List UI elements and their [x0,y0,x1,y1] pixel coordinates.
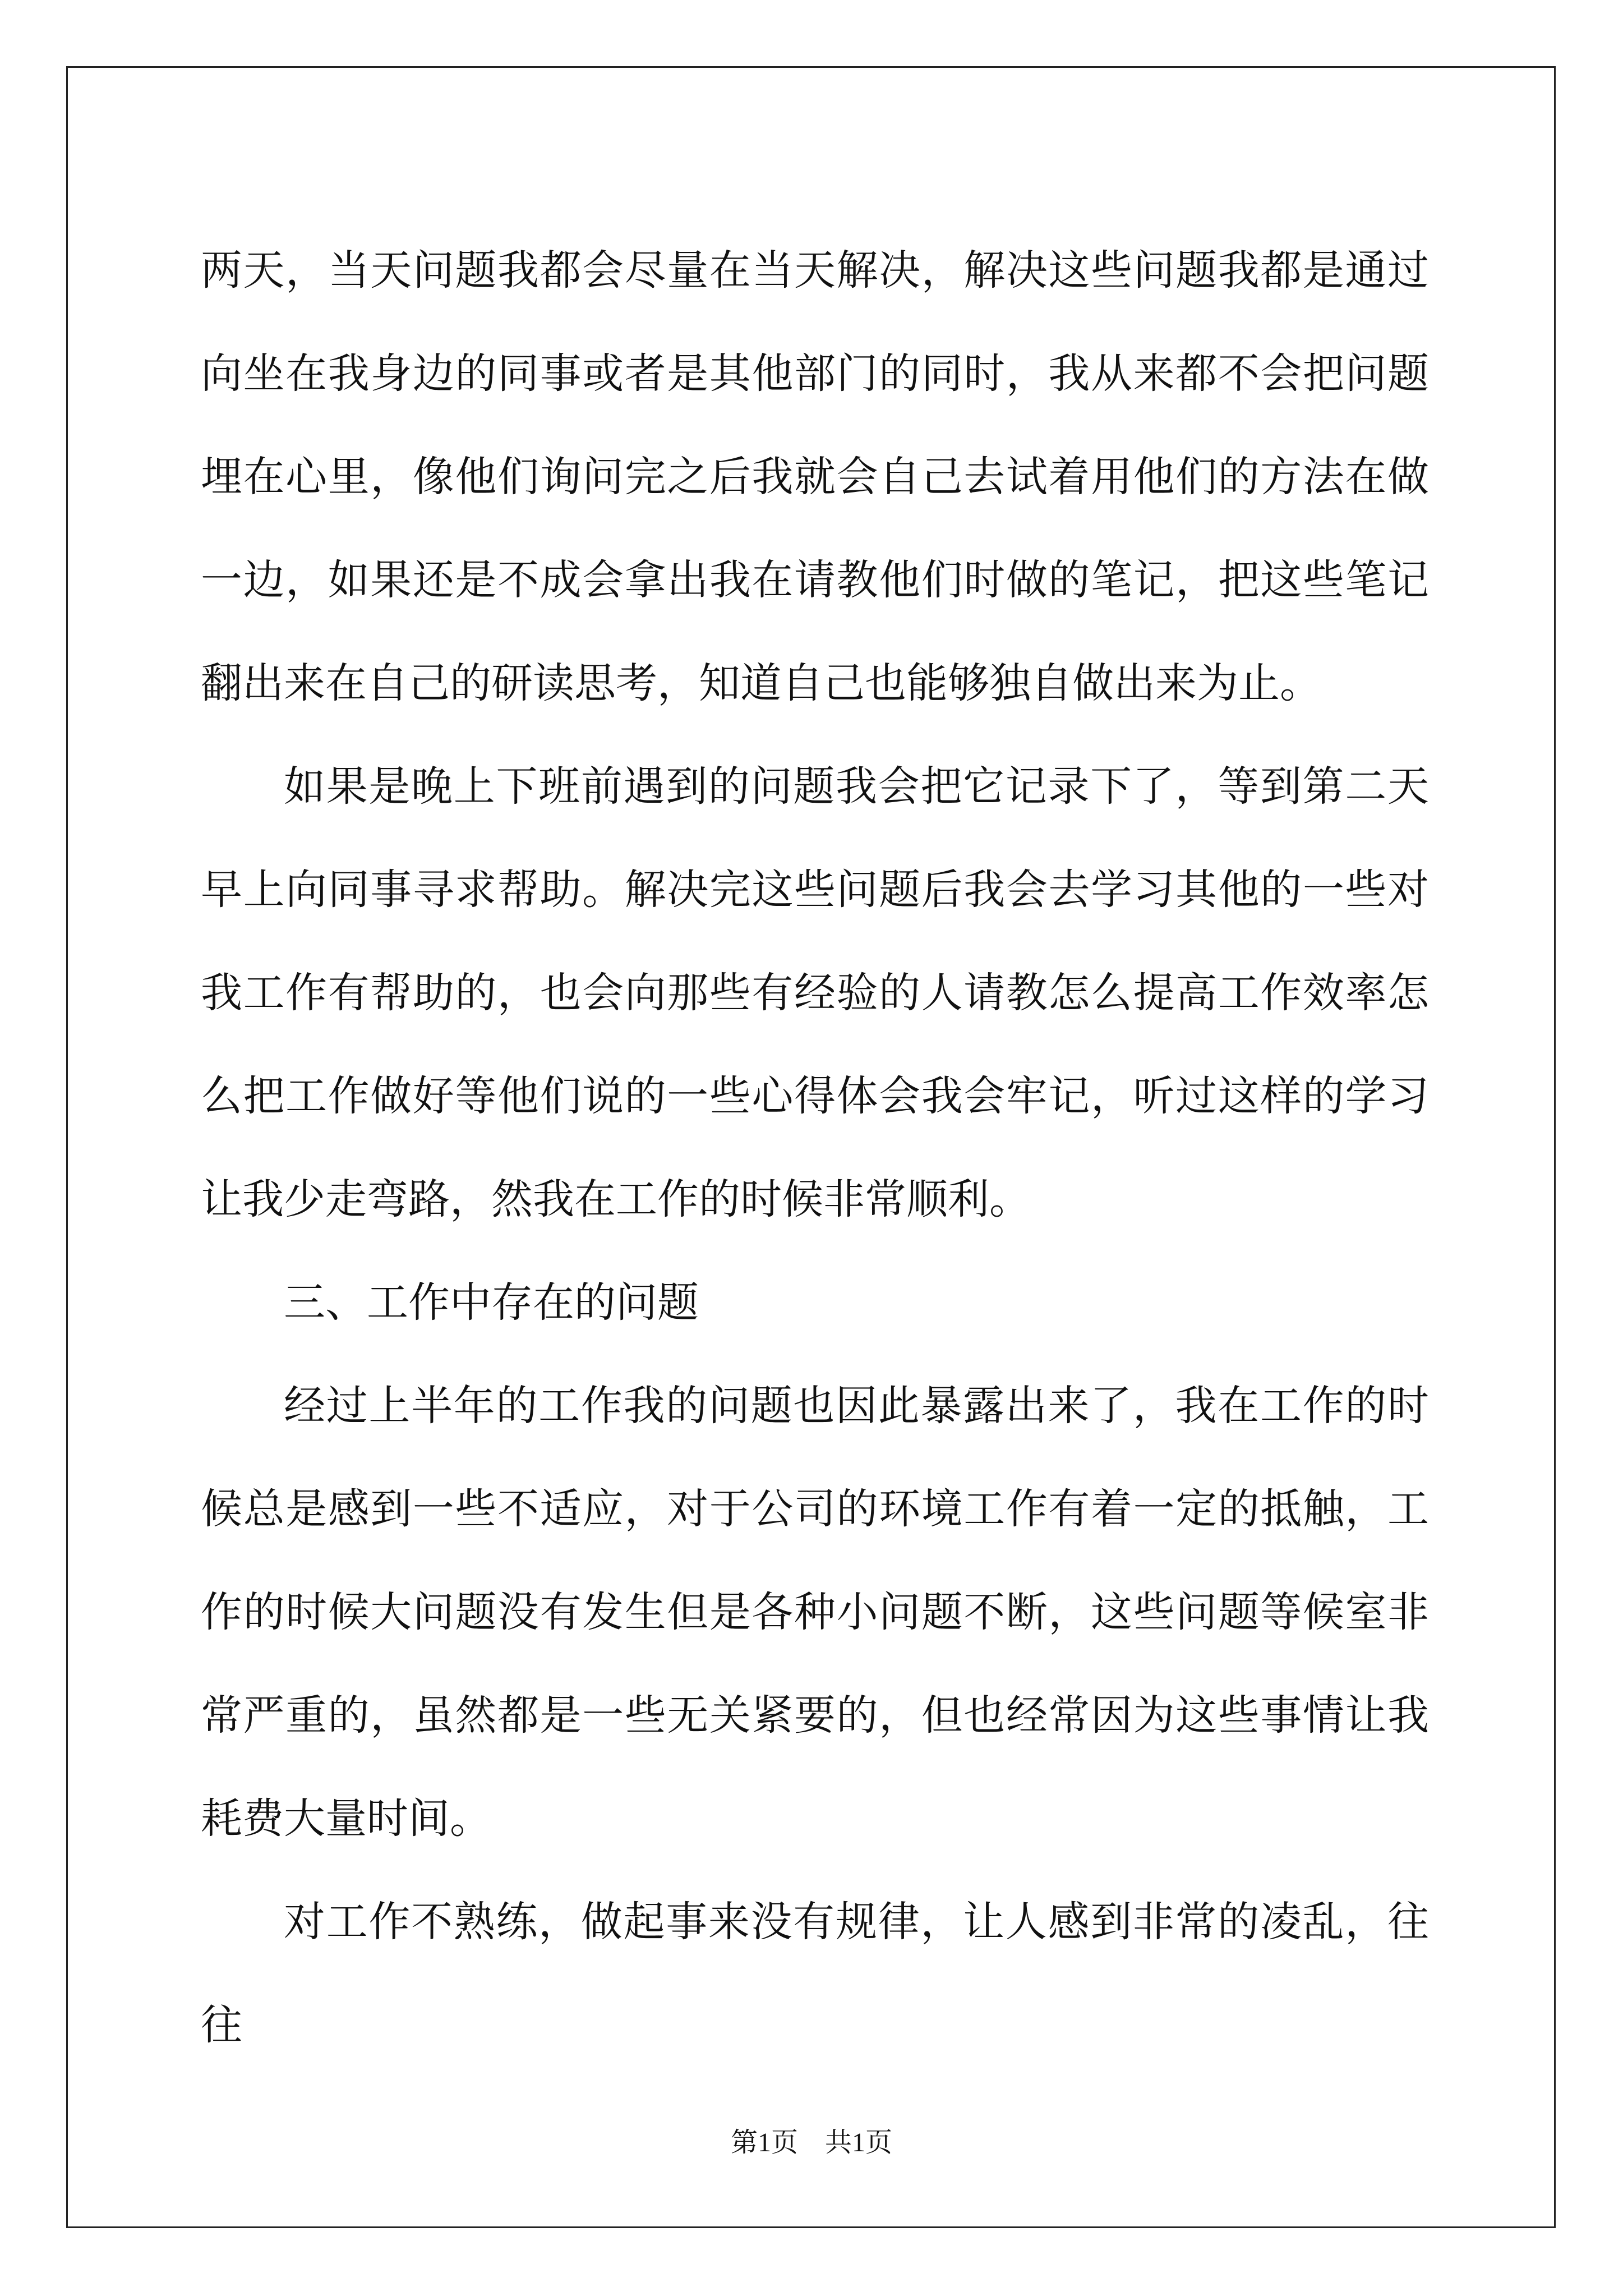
paragraph-2: 如果是晚上下班前遇到的问题我会把它记录下了，等到第二天早上向同事寻求帮助。解决完这些问题后我会去学习其他的一些对我工作有帮助的，也会向那些有经验的人请教怎么提高工作效率怎么把工作做好等他们说的一些心得体会我会牢记，听过这样的学习让我少走弯路，然我在工作的时候非常顺利。 [201,762,1429,1223]
paragraph-3: 经过上半年的工作我的问题也因此暴露出来了，我在工作的时候总是感到一些不适应，对于公司的环境工作有着一定的抵触，工作的时候大问题没有发生但是各种小问题不断，这些问题等候室非常严重的，虽然都是一些无关紧要的，但也经常因为这些事情让我耗费大量时间。 [201,1382,1429,1843]
page-number: 第1页 [730,2128,798,2157]
page-footer [0,2126,1623,2160]
section-heading: 三、工作中存在的问题 [284,1278,699,1327]
paragraph-4: 对工作不熟练，做起事来没有规律，让人感到非常的凌乱，往往 [201,1898,1429,2049]
page-total: 共1页 [825,2128,893,2157]
document-body [201,219,1429,2077]
paragraph-1: 两天，当天问题我都会尽量在当天解决，解决这些问题我都是通过向坐在我身边的同事或者是其他部门的同时，我从来都不会把问题埋在心里，像他们询问完之后我就会自己去试着用他们的方法在做一边，如果还是不成会拿出我在请教他们时做的笔记，把这些笔记翻出来在自己的研读思考，知道自己也能够独自做出来为止。 [201,246,1429,707]
